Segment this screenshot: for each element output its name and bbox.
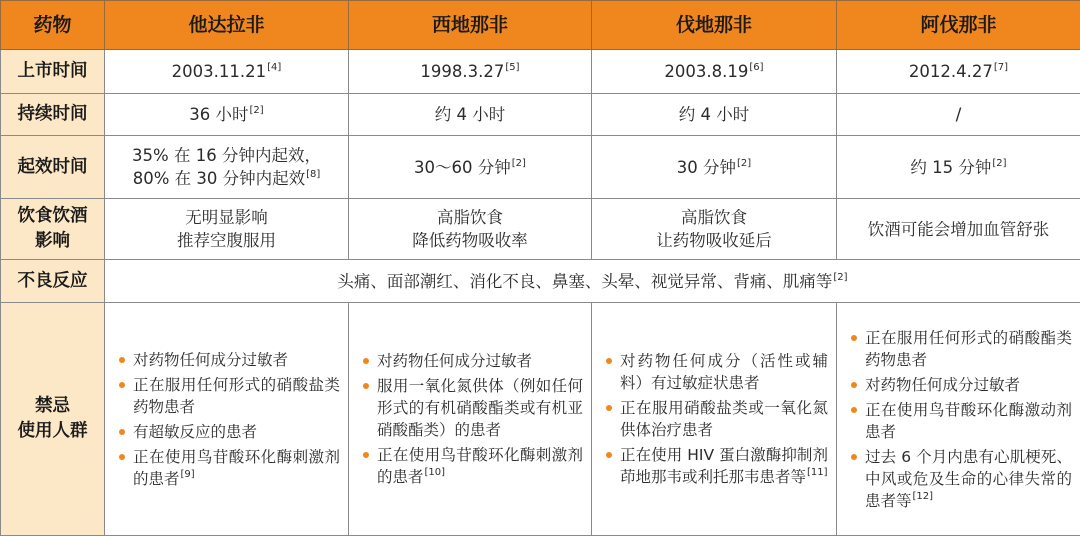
food-tadalafil	[105, 199, 349, 260]
duration-tadalafil	[105, 94, 349, 136]
food-row	[1, 199, 1080, 260]
contra-tadalafil-list	[119, 349, 340, 490]
contra-sildenafil-list	[363, 350, 583, 488]
onset-tadalafil-line2: 80% 在 30 分钟内起效	[132, 169, 306, 188]
onset-vardenafil	[592, 136, 837, 199]
contra-label-line2: 使用人群	[17, 421, 88, 441]
contra-label	[1, 303, 105, 536]
onset-sildenafil-ref: [2]	[511, 157, 526, 169]
list-item-text: 正在服用任何形式的硝酸盐类药物患者	[133, 375, 340, 416]
adverse-label: 不良反应	[1, 260, 105, 303]
adverse-row	[1, 260, 1080, 303]
food-tadalafil-line2: 推荐空腹服用	[177, 231, 276, 250]
launch-avanafil-text: 2012.4.27	[908, 62, 993, 81]
list-item	[119, 374, 340, 418]
list-item	[606, 444, 828, 488]
list-item-text: 正在服用硝酸盐类或一氧化氮供体治疗患者	[620, 399, 828, 439]
list-item	[851, 327, 1072, 371]
food-label	[1, 199, 105, 260]
header-drug-tadalafil: 他达拉非	[105, 1, 349, 50]
list-item-ref: [9]	[180, 468, 195, 480]
contra-tadalafil	[105, 303, 349, 536]
launch-row	[1, 50, 1080, 94]
list-item-text: 正在服用任何形式的硝酸酯类药物患者	[865, 328, 1072, 369]
list-item-ref: [12]	[912, 490, 934, 502]
onset-avanafil	[837, 136, 1080, 199]
onset-avanafil-ref: [2]	[992, 157, 1007, 169]
launch-tadalafil-ref: [4]	[267, 62, 282, 73]
food-vardenafil	[592, 199, 837, 260]
food-label-line1: 饮食饮酒	[17, 206, 88, 226]
duration-vardenafil-text: 约 4 小时	[678, 105, 750, 124]
list-item	[363, 350, 583, 372]
launch-avanafil	[837, 50, 1080, 94]
launch-vardenafil	[592, 50, 837, 94]
list-item-text: 服用一氧化氮供体（例如任何形式的有机硝酸酯类或有机亚硝酸酯类）的患者	[377, 377, 583, 439]
onset-tadalafil-line2-wrap	[111, 167, 342, 190]
list-item	[119, 421, 340, 443]
duration-sildenafil-text: 约 4 小时	[434, 105, 506, 124]
list-item-text: 有超敏反应的患者	[133, 422, 258, 441]
header-drug-vardenafil: 伐地那非	[592, 1, 837, 50]
duration-vardenafil	[592, 94, 837, 136]
duration-tadalafil-ref: [2]	[249, 105, 264, 116]
list-item	[851, 374, 1072, 396]
onset-sildenafil-text: 30～60 分钟	[414, 157, 511, 177]
onset-label: 起效时间	[1, 136, 105, 199]
list-item-text: 过去 6 个月内患有心肌梗死、中风或危及生命的心律失常的患者等	[865, 447, 1072, 510]
duration-tadalafil-text: 36 小时	[189, 105, 249, 124]
duration-label: 持续时间	[1, 94, 105, 136]
contra-label-line1: 禁忌	[35, 396, 70, 416]
header-corner-cell: 药物	[1, 1, 105, 50]
list-item	[606, 350, 828, 394]
contra-avanafil-list	[851, 327, 1072, 512]
contra-sildenafil	[349, 303, 592, 536]
onset-vardenafil-ref: [2]	[737, 157, 752, 169]
duration-avanafil-text: /	[955, 104, 962, 125]
adverse-all-drugs	[105, 260, 1080, 303]
launch-tadalafil-text: 2003.11.21	[171, 62, 267, 81]
food-vardenafil-line1: 高脂饮食	[681, 208, 747, 227]
launch-label: 上市时间	[1, 50, 105, 94]
contra-vardenafil-list	[606, 350, 828, 488]
onset-tadalafil-line1: 35% 在 16 分钟内起效，	[132, 146, 321, 165]
adverse-text: 头痛、面部潮红、消化不良、鼻塞、头晕、视觉异常、背痛、肌痛等	[337, 271, 833, 291]
launch-avanafil-ref: [7]	[993, 62, 1009, 73]
food-sildenafil-line2: 降低药物吸收率	[412, 231, 528, 250]
onset-avanafil-text: 约 15 分钟	[910, 157, 992, 177]
food-label-line2: 影响	[35, 231, 70, 251]
food-sildenafil	[349, 199, 592, 260]
launch-sildenafil-text: 1998.3.27	[420, 62, 505, 81]
contra-vardenafil	[592, 303, 837, 536]
list-item	[363, 375, 583, 441]
list-item-text: 对药物任何成分过敏者	[377, 352, 533, 370]
list-item	[851, 446, 1072, 512]
header-drug-avanafil: 阿伐那非	[837, 1, 1080, 50]
onset-vardenafil-text: 30 分钟	[676, 157, 737, 177]
onset-tadalafil	[105, 136, 349, 199]
list-item-text: 正在使用鸟苷酸环化酶刺激剂的患者	[133, 447, 340, 488]
list-item	[606, 397, 828, 441]
food-vardenafil-line2: 让药物吸收延后	[656, 231, 772, 250]
list-item-text: 对药物任何成分（活性或辅料）有过敏症状患者	[620, 352, 828, 392]
launch-sildenafil	[349, 50, 592, 94]
header-drug-sildenafil: 西地那非	[349, 1, 592, 50]
list-item-text: 正在使用鸟苷酸环化酶激动剂患者	[865, 400, 1072, 441]
onset-tadalafil-ref: [8]	[306, 169, 321, 180]
duration-row	[1, 94, 1080, 136]
food-avanafil	[837, 199, 1080, 260]
duration-avanafil	[837, 94, 1080, 136]
header-row	[1, 1, 1080, 50]
contra-row	[1, 303, 1080, 536]
launch-tadalafil	[105, 50, 349, 94]
list-item-ref: [10]	[424, 467, 446, 478]
launch-vardenafil-ref: [6]	[749, 62, 764, 73]
food-tadalafil-line1: 无明显影响	[185, 208, 268, 227]
adverse-ref: [2]	[833, 271, 848, 283]
list-item-text: 对药物任何成分过敏者	[133, 350, 289, 369]
launch-vardenafil-text: 2003.8.19	[664, 62, 749, 81]
launch-sildenafil-ref: [5]	[505, 62, 520, 73]
food-avanafil-line1: 饮酒可能会增加血管舒张	[867, 219, 1050, 239]
list-item-ref: [11]	[807, 467, 828, 478]
list-item	[851, 399, 1072, 443]
onset-sildenafil	[349, 136, 592, 199]
list-item	[119, 446, 340, 490]
contra-avanafil	[837, 303, 1080, 536]
duration-sildenafil	[349, 94, 592, 136]
list-item	[363, 444, 583, 488]
food-sildenafil-line1: 高脂饮食	[437, 208, 503, 227]
list-item	[119, 349, 340, 371]
list-item-text: 正在使用鸟苷酸环化酶刺激剂的患者	[377, 446, 583, 486]
list-item-text: 对药物任何成分过敏者	[865, 375, 1021, 394]
onset-row	[1, 136, 1080, 199]
list-item-text: 正在使用 HIV 蛋白激酶抑制剂茚地那韦或利托那韦患者等	[620, 446, 828, 486]
